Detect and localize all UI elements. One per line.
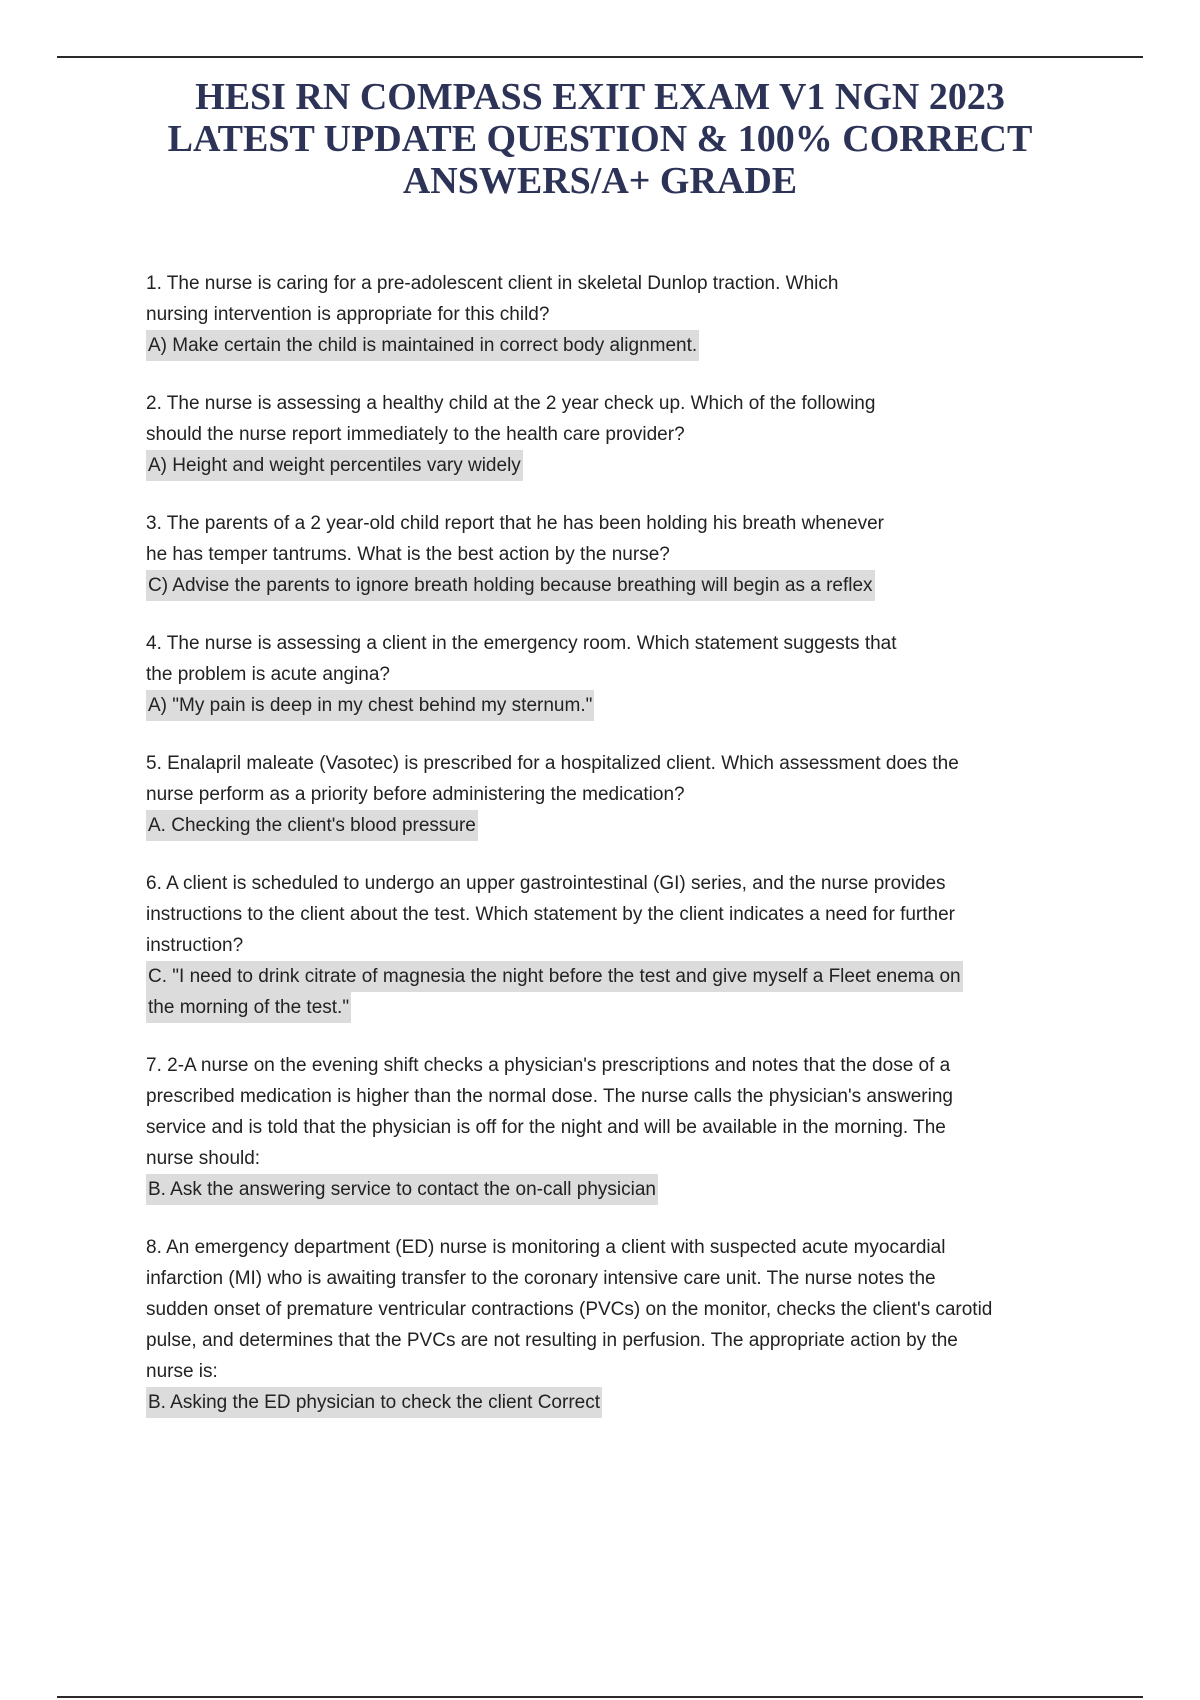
answer-line: B. Asking the ED physician to check the client Correct xyxy=(146,1387,602,1418)
question-line: 2. The nurse is assessing a healthy child at the 2 year check up. Which of the following xyxy=(146,393,876,414)
title-line: ANSWERS/A+ GRADE xyxy=(402,160,798,202)
answer-line: C. "I need to drink citrate of magnesia the night before the test and give myself a Fleet enema on xyxy=(146,961,963,992)
bottom-divider xyxy=(57,1696,1143,1698)
answer-line: A) Height and weight percentiles vary widely xyxy=(146,450,523,481)
question-text xyxy=(146,1050,1086,1174)
question-line: instruction? xyxy=(146,935,244,956)
question-text xyxy=(146,388,1086,450)
question-line: 8. An emergency department (ED) nurse is monitoring a client with suspected acute myocardial xyxy=(146,1237,946,1258)
question-line: 4. The nurse is assessing a client in the emergency room. Which statement suggests that xyxy=(146,633,897,654)
question-line: service and is told that the physician is off for the night and will be available in the morning. The xyxy=(146,1117,946,1138)
question-item xyxy=(146,748,1086,841)
answer-line: C) Advise the parents to ignore breath holding because breathing will begin as a reflex xyxy=(146,570,875,601)
question-text xyxy=(146,268,1086,330)
question-line: should the nurse report immediately to the health care provider? xyxy=(146,424,685,445)
question-line: sudden onset of premature ventricular contractions (PVCs) on the monitor, checks the client's carotid xyxy=(146,1299,993,1320)
question-line: the problem is acute angina? xyxy=(146,664,390,685)
title-line: LATEST UPDATE QUESTION & 100% CORRECT xyxy=(167,118,1033,160)
question-item xyxy=(146,508,1086,601)
answer-line: A) "My pain is deep in my chest behind my sternum." xyxy=(146,690,594,721)
answer-line: the morning of the test." xyxy=(146,992,351,1023)
question-item xyxy=(146,628,1086,721)
question-line: 5. Enalapril maleate (Vasotec) is prescribed for a hospitalized client. Which assessment does the xyxy=(146,753,959,774)
highlighted-answer xyxy=(146,1387,1086,1418)
document-title xyxy=(100,76,1100,202)
question-line: nurse is: xyxy=(146,1361,218,1382)
question-list xyxy=(146,268,1086,1445)
answer-line: A) Make certain the child is maintained in correct body alignment. xyxy=(146,330,699,361)
highlighted-answer xyxy=(146,450,1086,481)
question-item xyxy=(146,388,1086,481)
answer-line: B. Ask the answering service to contact the on-call physician xyxy=(146,1174,658,1205)
question-text xyxy=(146,748,1086,810)
question-line: pulse, and determines that the PVCs are not resulting in perfusion. The appropriate action by the xyxy=(146,1330,958,1351)
question-line: he has temper tantrums. What is the best action by the nurse? xyxy=(146,544,670,565)
question-item xyxy=(146,1232,1086,1418)
question-line: prescribed medication is higher than the normal dose. The nurse calls the physician's answering xyxy=(146,1086,953,1107)
question-line: instructions to the client about the test. Which statement by the client indicates a need for further xyxy=(146,904,955,925)
question-text xyxy=(146,868,1086,961)
question-line: infarction (MI) who is awaiting transfer to the coronary intensive care unit. The nurse notes the xyxy=(146,1268,936,1289)
top-divider xyxy=(57,56,1143,58)
highlighted-answer xyxy=(146,690,1086,721)
question-text xyxy=(146,508,1086,570)
title-line: HESI RN COMPASS EXIT EXAM V1 NGN 2023 xyxy=(195,76,1005,118)
highlighted-answer xyxy=(146,810,1086,841)
highlighted-answer xyxy=(146,330,1086,361)
highlighted-answer xyxy=(146,570,1086,601)
question-line: 3. The parents of a 2 year-old child report that he has been holding his breath whenever xyxy=(146,513,884,534)
question-line: 1. The nurse is caring for a pre-adolescent client in skeletal Dunlop traction. Which xyxy=(146,273,839,294)
question-text xyxy=(146,628,1086,690)
question-line: nurse should: xyxy=(146,1148,261,1169)
question-line: 7. 2-A nurse on the evening shift checks a physician's prescriptions and notes that the dose of a xyxy=(146,1055,951,1076)
highlighted-answer xyxy=(146,1174,1086,1205)
question-item xyxy=(146,868,1086,1023)
highlighted-answer xyxy=(146,961,1086,1023)
question-line: 6. A client is scheduled to undergo an upper gastrointestinal (GI) series, and the nurse provides xyxy=(146,873,946,894)
question-line: nursing intervention is appropriate for this child? xyxy=(146,304,550,325)
question-item xyxy=(146,268,1086,361)
question-item xyxy=(146,1050,1086,1205)
question-text xyxy=(146,1232,1086,1387)
question-line: nurse perform as a priority before administering the medication? xyxy=(146,784,685,805)
answer-line: A. Checking the client's blood pressure xyxy=(146,810,478,841)
